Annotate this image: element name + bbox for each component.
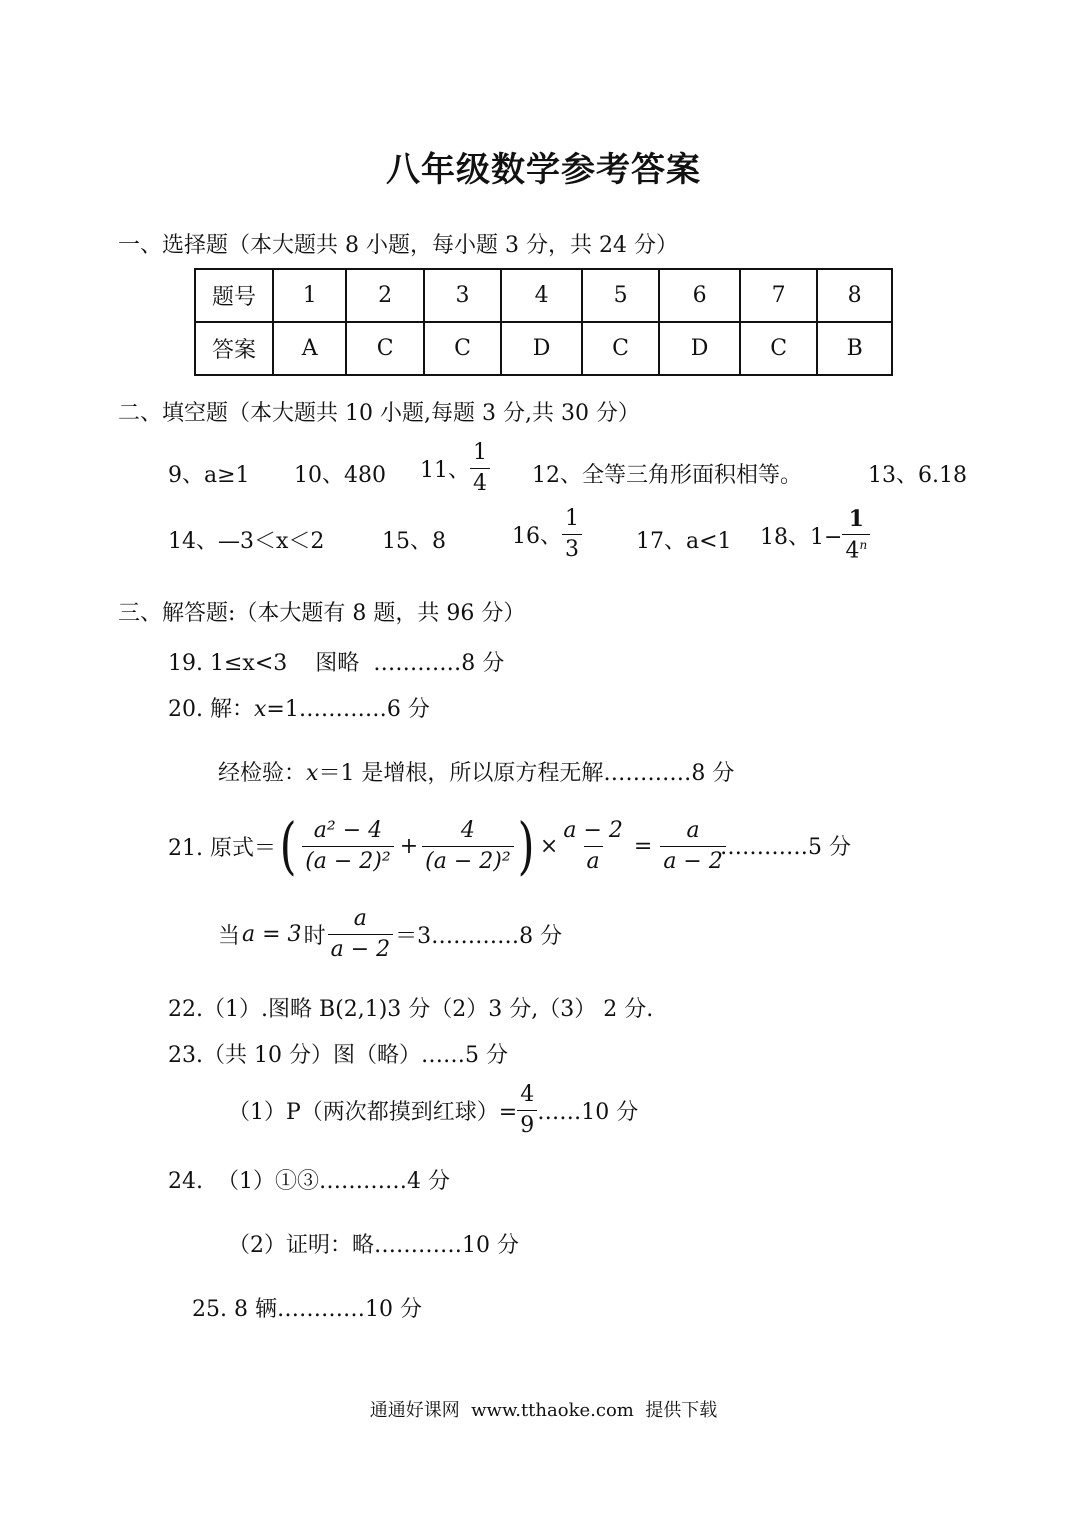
q11-fraction <box>470 442 490 495</box>
q18-fraction <box>842 508 870 562</box>
q20-prefix: 20. 解： <box>168 697 254 722</box>
fraction-denominator: (a − 2)² <box>422 846 514 873</box>
table-cell: A <box>273 322 346 375</box>
denominator-base: 4 <box>845 538 860 564</box>
q20-var: x <box>253 697 267 722</box>
answer-q24-1: 24. （1）①③…………4 分 <box>168 1169 450 1194</box>
fraction-denominator: a − 2 <box>660 846 726 873</box>
q21-eval-result: ＝3…………8 分 <box>395 924 563 949</box>
q20-check-prefix: 经检验： <box>218 761 307 786</box>
fraction-denominator: a − 2 <box>328 934 394 961</box>
q21-eval-fraction <box>328 908 394 961</box>
q21-fraction-3 <box>560 817 626 874</box>
table-cell: 4 <box>501 269 582 322</box>
q20-rest: =1…………6 分 <box>266 697 430 722</box>
table-row <box>195 322 892 375</box>
footer-source: 通通好课网 www.tthaoke.com 提供下载 <box>369 1400 718 1421</box>
fraction-denominator: (a − 2)² <box>302 846 394 873</box>
fraction-numerator: a <box>686 817 700 843</box>
q18-label: 18、1− <box>760 524 843 550</box>
answer-q19: 19. 1≤x<3 图略 …………8 分 <box>168 651 505 676</box>
page-title: 八年级数学参考答案 <box>386 150 701 190</box>
fraction-denominator <box>842 534 870 562</box>
fraction-numerator: a − 2 <box>563 817 623 843</box>
q21-eval-value: a = 3 <box>242 922 302 947</box>
table-cell: 8 <box>817 269 892 322</box>
times-sign: × <box>539 833 559 859</box>
q21-label: 21. 原式＝ <box>168 835 276 861</box>
fraction-numerator: 4 <box>520 1082 535 1107</box>
fraction-denominator: 9 <box>517 1110 537 1137</box>
fraction-denominator: a <box>584 846 603 873</box>
q21-eval-prefix: 当 <box>218 924 241 949</box>
q23-prob-label: （1）P（两次都摸到红球）= <box>228 1100 518 1125</box>
left-paren: ( <box>279 809 297 882</box>
fraction-numerator: a² − 4 <box>313 817 383 843</box>
q20-check-rest: ＝1 是增根，所以原方程无解…………8 分 <box>318 761 735 786</box>
table-cell: 5 <box>582 269 659 322</box>
table-cell: B <box>817 322 892 375</box>
answer-q15: 15、8 <box>382 529 446 554</box>
answer-q14: 14、—3＜x＜2 <box>168 529 325 554</box>
plus-sign: + <box>399 833 419 859</box>
table-cell: 1 <box>273 269 346 322</box>
answer-q16 <box>512 508 582 561</box>
fraction-denominator: 4 <box>470 468 490 495</box>
section3-heading: 三、解答题:（本大题有 8 题，共 96 分） <box>118 601 526 626</box>
answer-q22: 22.（1）.图略 B(2,1)3 分（2）3 分,（3） 2 分. <box>168 997 654 1022</box>
answer-q24-2: （2）证明：略…………10 分 <box>228 1233 519 1258</box>
q11-label: 11、 <box>420 458 470 483</box>
answer-q20 <box>168 692 430 723</box>
row-label-answer: 答案 <box>195 322 273 375</box>
answer-q18 <box>760 508 870 562</box>
q20-check-var: x <box>306 761 319 786</box>
answer-q10: 10、480 <box>294 463 386 488</box>
q21-fraction-2 <box>422 817 514 874</box>
table-cell: 3 <box>424 269 501 322</box>
q16-label: 16、 <box>512 524 562 549</box>
section1-heading: 一、选择题（本大题共 8 小题，每小题 3 分，共 24 分） <box>118 233 678 258</box>
answer-q20-check <box>218 756 734 787</box>
answer-q25: 25. 8 辆…………10 分 <box>192 1297 422 1322</box>
q21-fraction-1 <box>302 817 394 874</box>
section2-heading: 二、填空题（本大题共 10 小题,每题 3 分,共 30 分） <box>118 401 640 426</box>
table-row <box>195 269 892 322</box>
answer-q13: 13、6.18 <box>868 463 967 488</box>
equals-sign: = <box>633 833 653 859</box>
table-cell: C <box>740 322 817 375</box>
q23-prob-score: ……10 分 <box>537 1100 639 1125</box>
table-cell: C <box>346 322 423 375</box>
q23-fraction <box>517 1084 537 1137</box>
answer-q21-eval <box>218 908 562 961</box>
q21-eval-when: 时 <box>303 924 326 949</box>
table-cell: 2 <box>346 269 423 322</box>
answer-q12: 12、全等三角形面积相等。 <box>532 463 802 488</box>
exponent: n <box>859 538 868 552</box>
answer-q23-prob <box>228 1084 638 1137</box>
q21-score: …………5 分 <box>720 835 851 860</box>
answer-table <box>194 268 893 376</box>
right-paren: ) <box>517 809 535 882</box>
fraction-numerator: 1 <box>565 506 579 531</box>
answer-q23: 23.（共 10 分）图（略）……5 分 <box>168 1043 508 1068</box>
fraction-denominator: 3 <box>562 534 582 561</box>
table-cell: D <box>659 322 740 375</box>
fraction-numerator: 1 <box>473 440 487 465</box>
q16-fraction <box>562 508 582 561</box>
answer-q21 <box>168 808 726 884</box>
answer-q11 <box>420 442 490 495</box>
table-cell: 6 <box>659 269 740 322</box>
table-cell: C <box>582 322 659 375</box>
answer-q9: 9、a≥1 <box>168 463 250 488</box>
q21-fraction-4 <box>660 817 726 874</box>
fraction-numerator: a <box>353 906 367 931</box>
table-cell: 7 <box>740 269 817 322</box>
row-label-number: 题号 <box>195 269 273 322</box>
table-cell: D <box>501 322 582 375</box>
table-cell: C <box>424 322 501 375</box>
fraction-numerator: 1 <box>848 506 864 532</box>
answer-q17: 17、a<1 <box>636 529 732 554</box>
fraction-numerator: 4 <box>460 817 475 843</box>
